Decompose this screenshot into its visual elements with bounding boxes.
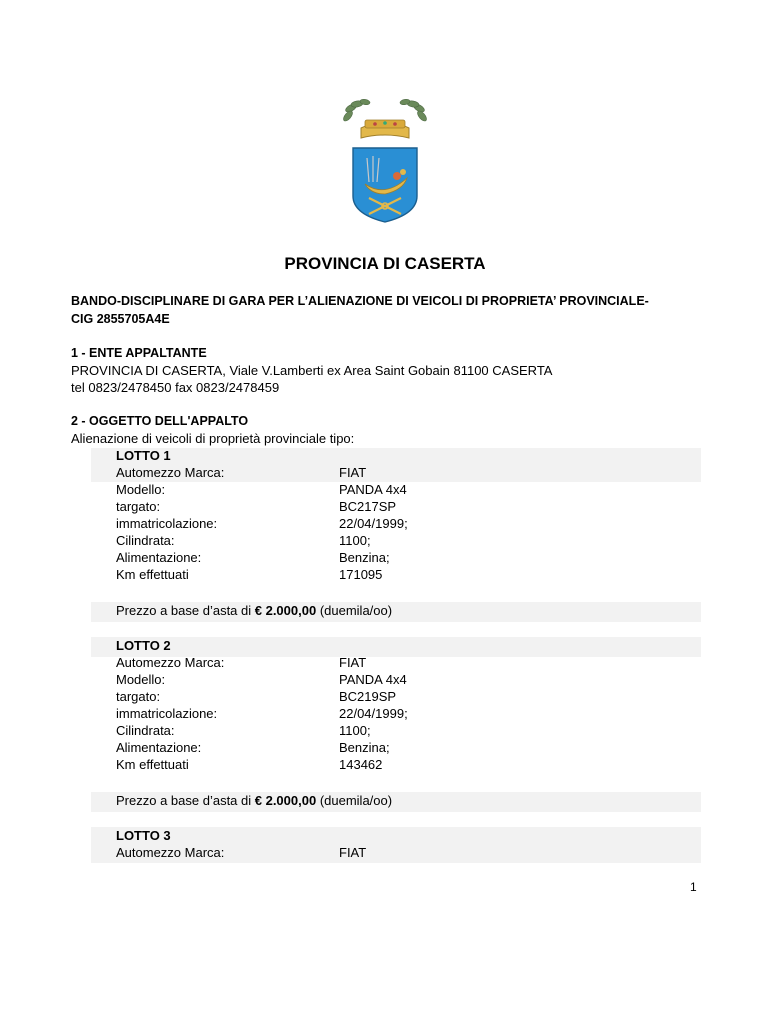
lot-2-row-2-label: Modello: (116, 672, 166, 687)
section-1-contacts: tel 0823/2478450 fax 0823/2478459 (71, 380, 280, 395)
lot-1-row-7-label: Km effettuati (116, 567, 189, 582)
lot-2-row-6-label: Alimentazione: (116, 740, 202, 755)
lot-1-row-6-label: Alimentazione: (116, 550, 202, 565)
lot-2-row-7-label: Km effettuati (116, 757, 189, 772)
lot-1-row-3-label: targato: (116, 499, 161, 514)
lot-1-row-1-value: FIAT (339, 465, 367, 480)
section-2-intro: Alienazione di veicoli di proprietà provinciale tipo: (71, 431, 355, 446)
lot-1-row-6-value: Benzina; (339, 550, 390, 565)
lot-2-row-7-value: 143462 (339, 757, 383, 772)
lot-2-row-3-label: targato: (116, 689, 161, 704)
bando-title-line-1: BANDO-DISCIPLINARE DI GARA PER L’ALIENAZIONE DI VEICOLI DI PROPRIETA’ PROVINCIALE- (71, 294, 649, 308)
lot-2-row-4-label: immatricolazione: (116, 706, 218, 721)
lot-2-price: Prezzo a base d’asta di € 2.000,00 (duemila/oo) (116, 793, 393, 808)
lot-2-row-4-value: 22/04/1999; (339, 706, 408, 721)
lot-2-row-5-value: 1100; (339, 723, 371, 738)
section-2-heading: 2 - OGGETTO DELL'APPALTO (71, 414, 249, 428)
page-number: 1 (690, 880, 697, 894)
lot-3-row-1-value: FIAT (339, 845, 367, 860)
lot-1-row-5-label: Cilindrata: (116, 533, 175, 548)
lot-2-shade (91, 637, 701, 657)
page-title: PROVINCIA DI CASERTA (284, 254, 486, 273)
lot-2-title: LOTTO 2 (116, 638, 171, 653)
lot-1-row-2-label: Modello: (116, 482, 166, 497)
lot-1-row-1-label: Automezzo Marca: (116, 465, 225, 480)
lot-2-row-3-value: BC219SP (339, 689, 397, 704)
lot-2-row-5-label: Cilindrata: (116, 723, 175, 738)
lot-1-row-4-value: 22/04/1999; (339, 516, 408, 531)
lot-1-row-4-label: immatricolazione: (116, 516, 218, 531)
lot-2-row-6-value: Benzina; (339, 740, 390, 755)
lot-1-row-3-value: BC217SP (339, 499, 397, 514)
lot-3-row-1-label: Automezzo Marca: (116, 845, 225, 860)
lot-1-price: Prezzo a base d’asta di € 2.000,00 (duemila/oo) (116, 603, 393, 618)
lot-2-row-1-label: Automezzo Marca: (116, 655, 225, 670)
lot-1-row-7-value: 171095 (339, 567, 383, 582)
lot-2-row-2-value: PANDA 4x4 (339, 672, 407, 687)
lot-3-title: LOTTO 3 (116, 828, 171, 843)
bando-cig: CIG 2855705A4E (71, 312, 170, 326)
lot-1-row-5-value: 1100; (339, 533, 371, 548)
lot-1-row-2-value: PANDA 4x4 (339, 482, 407, 497)
lot-2-row-1-value: FIAT (339, 655, 367, 670)
province-coat-of-arms-icon (339, 98, 431, 224)
lot-1-title: LOTTO 1 (116, 448, 171, 463)
section-1-address: PROVINCIA DI CASERTA, Viale V.Lamberti ex Area Saint Gobain 81100 CASERTA (71, 363, 553, 378)
section-1-heading: 1 - ENTE APPALTANTE (71, 346, 207, 360)
